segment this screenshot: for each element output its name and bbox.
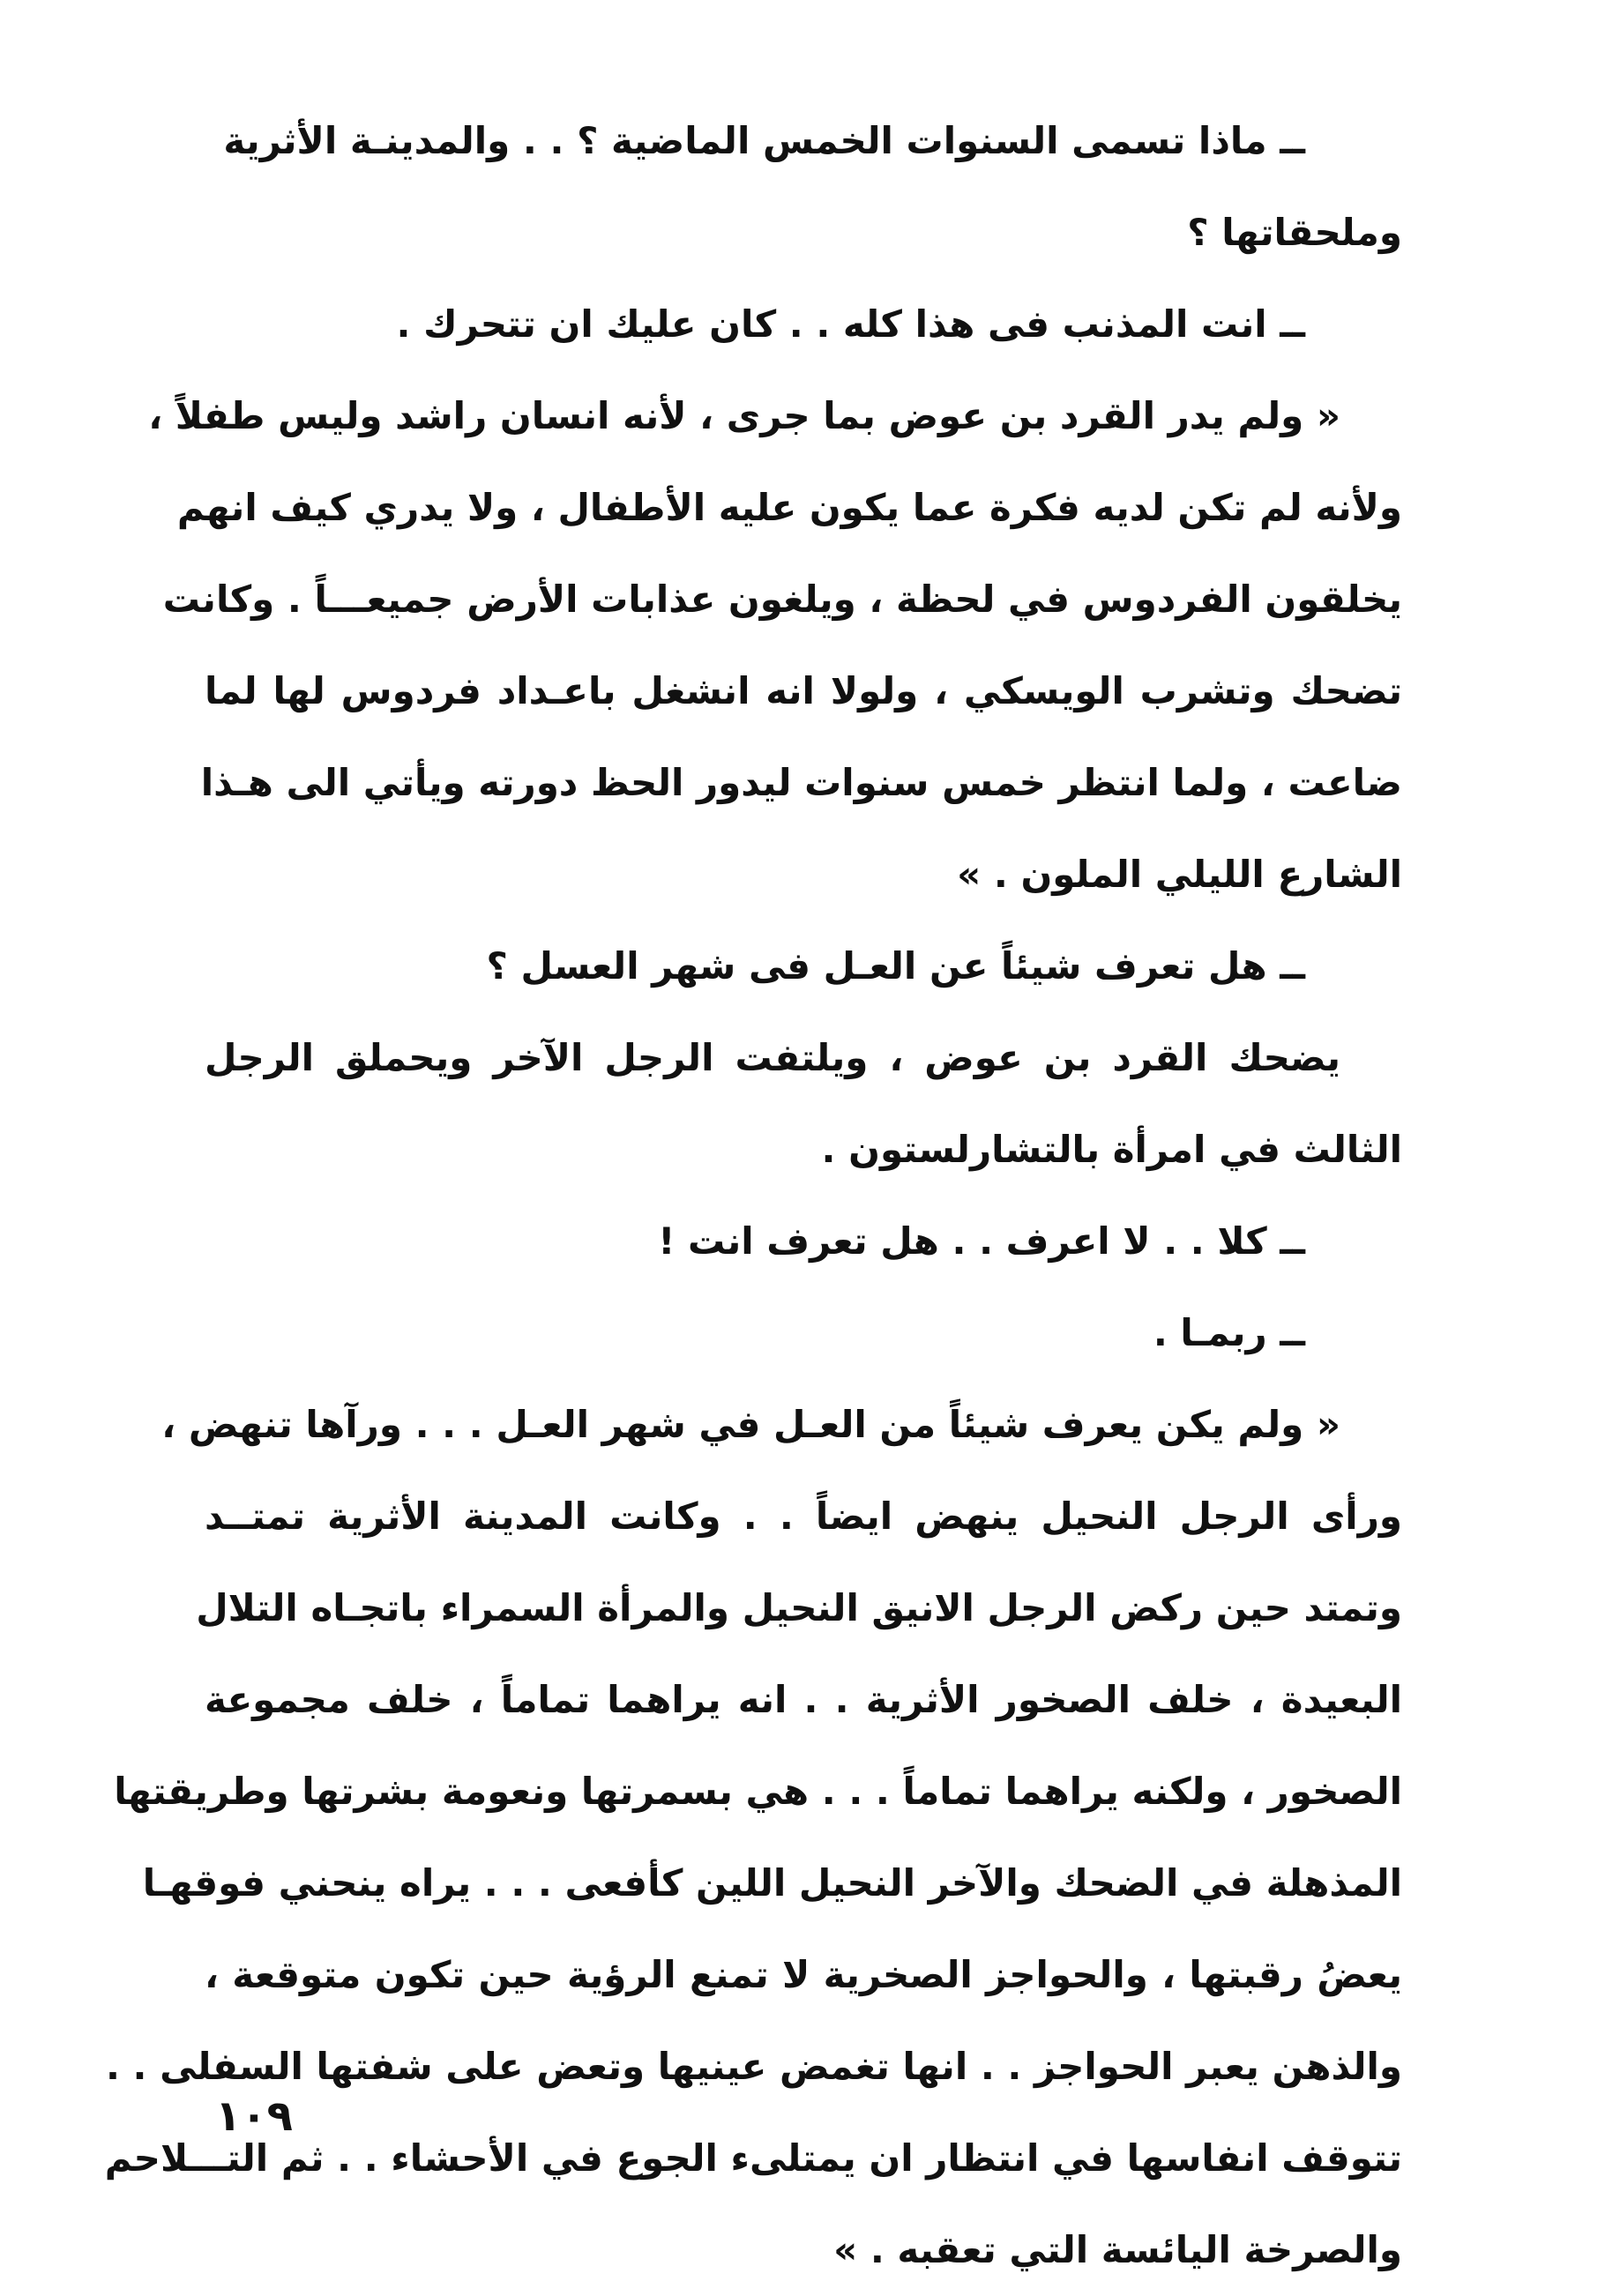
text-line: يخلقون الفردوس في لحظة ، ويلغون عذابات الأرض جميعـــاً . وكانت [162,578,1402,621]
text-line: الشارع الليلي الملون . » [957,853,1402,896]
text-line: « ولم يكن يعرف شيئاً من العـل في شهر العـل . . . ورآها تنهض ، [161,1403,1340,1446]
text-line: يعضُ رقبتها ، والحواجز الصخرية لا تمنع الرؤية حين تكون متوقعة ، [205,1953,1402,1996]
text-line: تضحك وتشرب الويسكي ، ولولا انه انشغل باعـداد فردوس لها لما [205,669,1402,712]
text-line: وتمتد حين ركض الرجل الانيق النحيل والمرأة السمراء باتجـاه التلال [196,1586,1402,1629]
text-line: المذهلة في الضحك والآخر النحيل اللين كأفعى . . . يراه ينحني فوقهـا [142,1861,1402,1905]
text-line: البعيدة ، خلف الصخور الأثرية . . انه يراهما تماماً ، خلف مجموعة [205,1678,1402,1721]
text-line: يضحك القرد بن عوض ، ويلتفت الرجل الآخر ويحملق الرجل [205,1036,1340,1079]
dialogue-line: ــ هل تعرف شيئاً عن العـل فى شهر العسل ؟ [486,944,1305,988]
dialogue-line: ــ ربمـا . [1153,1311,1305,1354]
text-line: ولأنه لم تكن لديه فكرة عما يكون عليه الأطفال ، ولا يدري كيف انهم [176,486,1402,529]
page-number: ١٠٩ [215,2091,293,2141]
text-line: الثالث في امرأة بالتشارلستون . [821,1128,1402,1171]
body-text [104,95,1402,2296]
dialogue-line: ــ كلا . . لا اعرف . . هل تعرف انت ! [658,1219,1305,1263]
text-line: ورأى الرجل النحيل ينهض ايضاً . . وكانت المدينة الأثرية تمتــد [205,1495,1402,1538]
dialogue-line: ــ انت المذنب فى هذا كله . . كان عليك ان تتحرك . [396,302,1305,346]
text-line: تتوقف انفاسها في انتظار ان يمتلىء الجوع في الأحشاء . . ثم التـــلاحم [104,2136,1402,2180]
text-line: ضاعت ، ولما انتظر خمس سنوات ليدور الحظ دورته ويأتي الى هـذا [200,761,1402,804]
text-line: الصخور ، ولكنه يراهما تماماً . . . هي بسمرتها ونعومة بشرتها وطريقتها [114,1770,1402,1813]
dialogue-line: ــ ماذا تسمى السنوات الخمس الماضية ؟ . . والمدينـة الأثرية [223,119,1305,162]
text-line: والصرخة اليائسة التي تعقبه . » [833,2228,1402,2271]
text-line: والذهن يعبر الحواجز . . انها تغمض عينيها وتعض على شفتها السفلى . . [105,2045,1402,2088]
text-line: « ولم يدر القرد بن عوض بما جرى ، لأنه انسان راشد وليس طفلاً ، [148,394,1340,437]
text-line: وملحقاتها ؟ [1187,211,1402,254]
